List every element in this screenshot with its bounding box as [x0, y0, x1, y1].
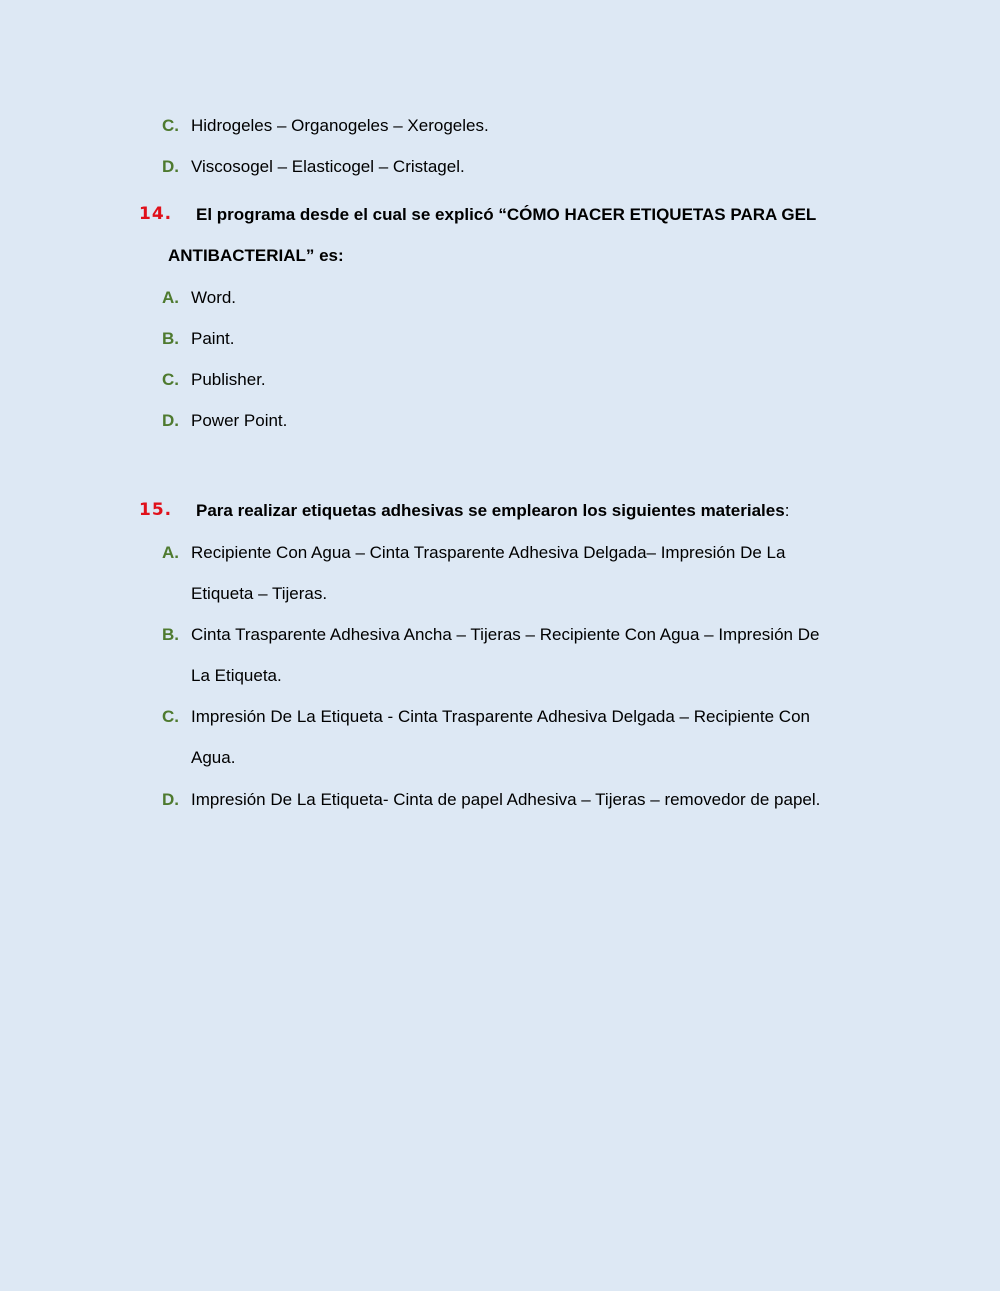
option-text: Publisher. [191, 370, 266, 389]
option-text: Cinta Trasparente Adhesiva Ancha – Tijeras – Recipiente Con Agua – Impresión De [191, 625, 820, 644]
option-text-cont: La Etiqueta. [191, 666, 282, 685]
question-15-number: 15. [139, 500, 173, 520]
question-14-number: 14. [139, 204, 173, 224]
question-14-text-cont: ANTIBACTERIAL” es: [168, 246, 344, 265]
question-15-text-tail: : [784, 501, 790, 520]
option-letter: D. [162, 411, 179, 430]
option-text: Power Point. [191, 411, 288, 430]
question-14-text: El programa desde el cual se explicó “CÓMO HACER ETIQUETAS PARA GEL [196, 205, 817, 224]
option-text: Impresión De La Etiqueta - Cinta Trasparente Adhesiva Delgada – Recipiente Con [191, 707, 810, 726]
option-letter: D. [162, 790, 179, 809]
option-text: Paint. [191, 329, 235, 348]
option-text-cont: Agua. [191, 748, 236, 767]
option-letter: C. [162, 370, 179, 389]
option-letter: C. [162, 116, 179, 135]
option-text: Hidrogeles – Organogeles – Xerogeles. [191, 116, 489, 135]
question-15-text [196, 501, 789, 521]
option-text-cont: Etiqueta – Tijeras. [191, 584, 328, 603]
option-letter: A. [162, 543, 179, 562]
option-letter: D. [162, 157, 179, 176]
option-letter: C. [162, 707, 179, 726]
option-letter: B. [162, 625, 179, 644]
option-text: Viscosogel – Elasticogel – Cristagel. [191, 157, 465, 176]
option-letter: B. [162, 329, 179, 348]
option-text: Word. [191, 288, 237, 307]
option-letter: A. [162, 288, 179, 307]
question-15-text-main: Para realizar etiquetas adhesivas se emplearon los siguientes materiales [196, 501, 785, 520]
option-text: Recipiente Con Agua – Cinta Trasparente Adhesiva Delgada– Impresión De La [191, 543, 786, 562]
option-text: Impresión De La Etiqueta- Cinta de papel Adhesiva – Tijeras – removedor de papel. [191, 790, 821, 809]
